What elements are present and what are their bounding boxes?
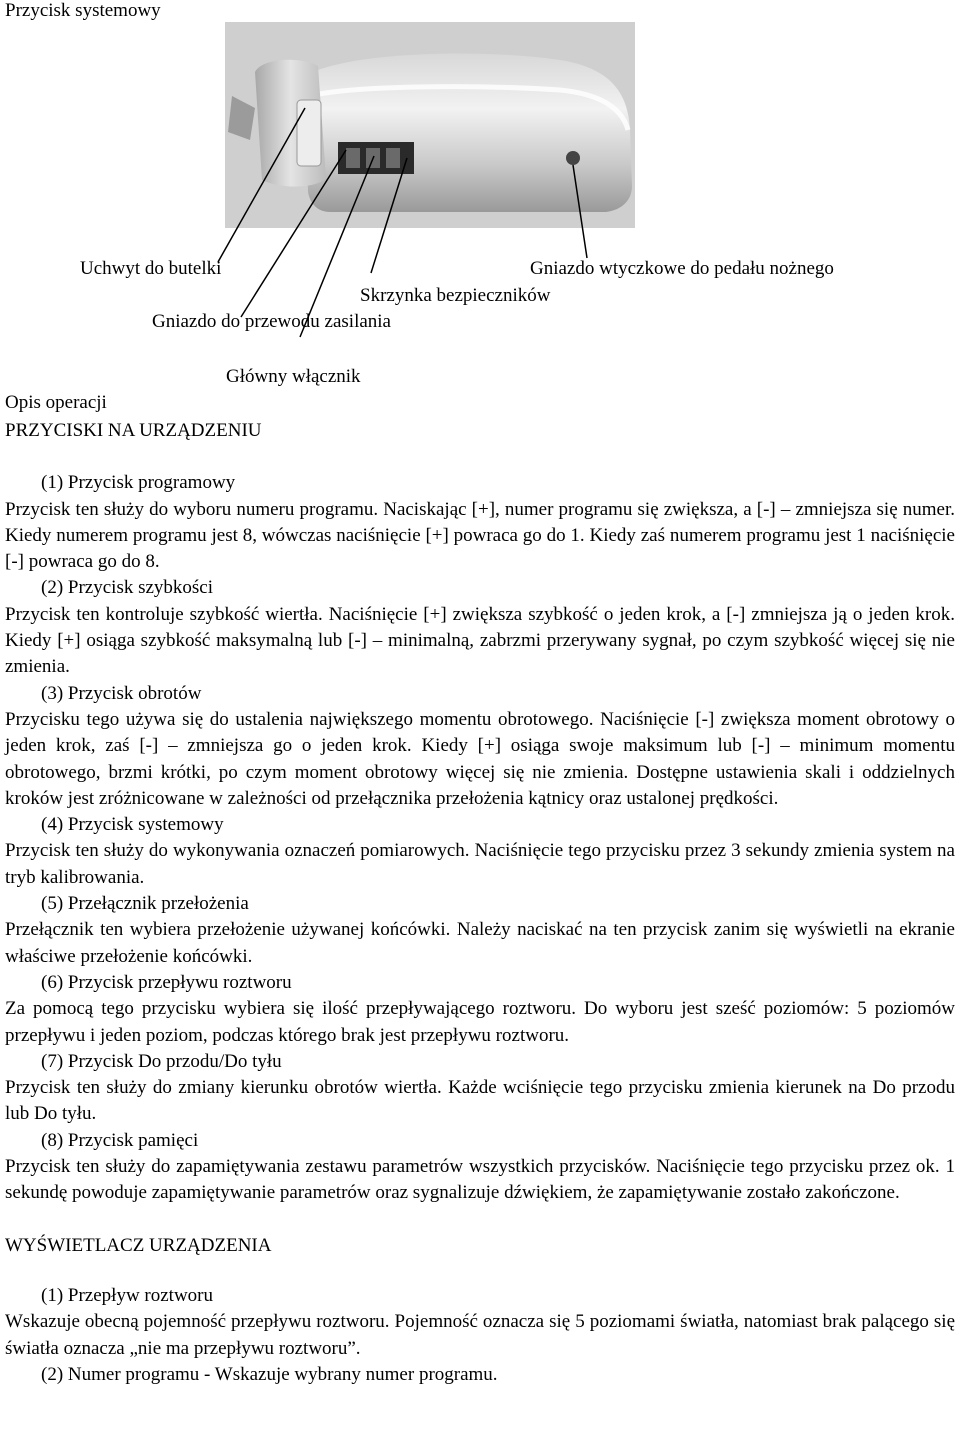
bottle-holder — [297, 100, 321, 166]
item-body: Za pomocą tego przycisku wybiera się ilość przepływającego roztworu. Do wyboru jest sześć poziomów: 5 poziomów przepływu i jeden poziom, podczas którego brak jest przepływu roztworu. — [5, 998, 955, 1046]
label-power-socket: Gniazdo do przewodu zasilania — [152, 311, 391, 332]
item-body: Przycisk ten służy do zapamiętywania zestawu parametrów wszystkich przycisków. Naciśnięcie tego przycisku przez ok. 1 sekundę powoduje zapamiętywanie parametrów oraz sygnalizuje dźwiękiem, że zapamiętywanie zostało zakończone. — [5, 1156, 955, 1204]
document-body — [5, 418, 955, 1388]
item-heading: (7) Przycisk Do przodu/Do tyłu — [41, 1050, 282, 1072]
label-fuse-box: Skrzynka bezpieczników — [360, 285, 551, 306]
item-heading: (5) Przełącznik przełożenia — [41, 893, 249, 915]
fuse-slot — [346, 148, 360, 168]
item-heading: (3) Przycisk obrotów — [41, 682, 202, 704]
item-body: Przycisk ten służy do wyboru numeru programu. Naciskając [+], numer programu się zwiększa, a [-] – zmniejsza się numer. Kiedy numerem programu jest 8, wówczas naciśnięcie [+] powraca go do 1. Kiedy zaś numerem programu jest 1 naciśnięcie [-] powraca go do 8. — [5, 498, 955, 573]
top-caption: Przycisk systemowy — [5, 0, 161, 21]
item-heading: (8) Przycisk pamięci — [41, 1129, 199, 1151]
item-body: Przycisk ten kontroluje szybkość wiertła. Naciśnięcie [+] zwiększa szybkość o jeden krok, a [-] zmniejsza ją o jeden krok. Kiedy [+] osiąga szybkość maksymalną lub [-] – minimalną, zabrzmi przerywany sygnał, po czym szybkość więcej się nie zmienia. — [5, 603, 955, 678]
item-body: Przełącznik ten wybiera przełożenie używanej końcówki. Należy naciskać na ten przycisk zanim się wyświetli na ekranie właściwe przełożenie końcówki. — [5, 919, 955, 967]
section-title-display: WYŚWIETLACZ URZĄDZENIA — [5, 1234, 272, 1256]
label-pedal-socket: Gniazdo wtyczkowe do pedału nożnego — [530, 258, 834, 279]
device-photo — [0, 0, 960, 418]
item-heading: (1) Przycisk programowy — [41, 472, 236, 494]
label-bottle-holder: Uchwyt do butelki — [80, 258, 222, 279]
display-item-heading: (1) Przepływ roztworu — [41, 1284, 214, 1306]
operation-description: Opis operacji — [5, 392, 107, 413]
device-body — [305, 53, 632, 212]
pedal-socket — [566, 151, 580, 165]
section-title-buttons: PRZYCISKI NA URZĄDZENIU — [5, 420, 262, 441]
item-heading: (4) Przycisk systemowy — [41, 814, 224, 836]
item-body: Przycisku tego używa się do ustalenia największego momentu obrotowego. Naciśnięcie [-] zwiększa moment obrotowy o jeden krok, zaś [-] – zmniejsza go o jeden krok. Kiedy [+] osiąga swoje maksimum lub [-] – minimum momentu obrotowego, brzmi krótki, po czym moment obrotowy więcej się nie zmienia. Dostępne ustawienia skali i oddzielnych kroków jest zróżnicowane w zależności od przełącznika przełożenia kątnicy oraz ustalonej prędkości. — [5, 708, 955, 809]
display-item-heading: (2) Numer programu - Wskazuje wybrany numer programu. — [41, 1363, 498, 1385]
item-heading: (2) Przycisk szybkości — [41, 577, 214, 599]
fuse-slot — [386, 148, 400, 168]
item-body: Przycisk ten służy do zmiany kierunku obrotów wiertła. Każde wciśnięcie tego przycisku zmienia kierunek na Do przodu lub Do tyłu. — [5, 1077, 955, 1125]
item-heading: (6) Przycisk przepływu roztworu — [41, 971, 292, 993]
label-main-switch: Główny włącznik — [226, 366, 361, 387]
display-item-body: Wskazuje obecną pojemność przepływu roztworu. Pojemność oznacza się 5 poziomami światła, natomiast brak palącego się światła oznacza „nie ma przepływu roztworu”. — [5, 1311, 955, 1359]
item-body: Przycisk ten służy do wykonywania oznaczeń pomiarowych. Naciśnięcie tego przycisku przez 3 sekundy zmienia system na tryb kalibrowania. — [5, 840, 955, 888]
